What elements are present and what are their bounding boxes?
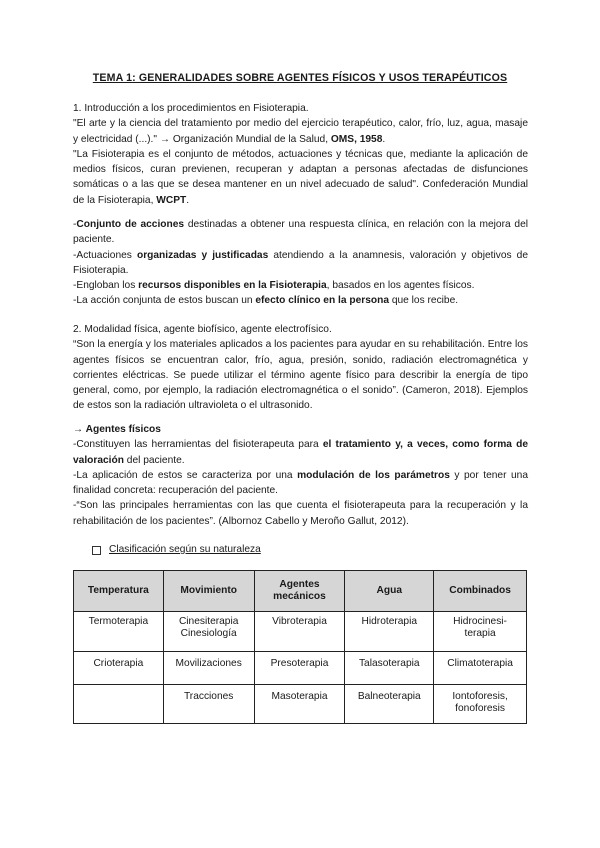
table-cell: Crioterapia — [74, 652, 164, 685]
table-cell: Masoterapia — [254, 685, 345, 724]
table-cell: Hidrocinesi-terapia — [434, 612, 527, 652]
page-title: TEMA 1: GENERALIDADES SOBRE AGENTES FÍSICOS Y USOS TERAPÉUTICOS — [92, 72, 508, 84]
list-item: -Engloban los recursos disponibles en la Fisioterapia, basados en los agentes físicos. — [73, 280, 475, 292]
classification-label: Clasificación según su naturaleza — [109, 544, 261, 555]
header-combinados: Combinados — [434, 571, 527, 612]
header-temperatura: Temperatura — [74, 571, 164, 612]
classification-item — [92, 543, 261, 557]
agentes-heading: → Agentes físicos — [73, 424, 161, 435]
table-cell: Climatoterapia — [434, 652, 527, 685]
header-agentes-mecanicos: Agentes mecánicos — [254, 571, 345, 612]
table-header-row — [74, 571, 527, 612]
section-heading: 1. Introducción a los procedimientos en Fisioterapia. — [73, 103, 309, 114]
table-cell — [74, 685, 164, 724]
list-item: -Constituyen las herramientas del fisioterapeuta para el tratamiento y, a veces, como forma de valoración del paciente. — [73, 439, 528, 466]
section-introduction — [73, 101, 528, 208]
list-item: -Conjunto de acciones destinadas a obtener una respuesta clínica, en relación con la mejora del paciente. — [73, 219, 528, 246]
header-agua: Agua — [345, 571, 434, 612]
table-cell: Talasoterapia — [345, 652, 434, 685]
table-cell: Balneoterapia — [345, 685, 434, 724]
table-cell: Termoterapia — [74, 612, 164, 652]
table-row — [74, 612, 527, 652]
table-cell: Cinesiterapia Cinesiología — [163, 612, 254, 652]
section-agentes-fisicos — [73, 422, 528, 529]
section-modalidad — [73, 322, 528, 414]
table-cell: Movilizaciones — [163, 652, 254, 685]
table-cell: Vibroterapia — [254, 612, 345, 652]
checkbox-icon — [92, 546, 101, 555]
cameron-quote: “Son la energía y los materiales aplicados a los pacientes para ayudar en su rehabilitación. Entre los agentes físicos se encuentran calor, frío, agua, presión, sonido, radiación electromagnética y corrientes eléctricas. Se puede utilizar el término agente físico para describir la energía de tipo general, como, por ejemplo, la radiación electromagnética o el sonido”. (Cameron, 2018). Ejemplos de estos son la radiación ultravioleta o el ultrasonido. — [73, 339, 528, 412]
table-row — [74, 652, 527, 685]
table-cell: Presoterapia — [254, 652, 345, 685]
table-row — [74, 685, 527, 724]
table-cell: Hidroterapia — [345, 612, 434, 652]
list-item: -“Son las principales herramientas con las que cuenta el fisioterapeuta para la recuperación y la rehabilitación de los pacientes”. (Albornoz Cabello y Meroño Gallut, 2012). — [73, 500, 528, 527]
bullet-list — [73, 217, 528, 309]
table-cell: Tracciones — [163, 685, 254, 724]
oms-quote: "El arte y la ciencia del tratamiento por medio del ejercicio terapéutico, calor, frío, luz, agua, masaje y electricidad (...)." → Organización Mundial de la Salud, OMS, 1958. — [73, 118, 528, 145]
wcpt-quote: "La Fisioterapia es el conjunto de métodos, actuaciones y técnicas que, mediante la aplicación de medios físicos, curan previenen, recuperan y adaptan a personas afectadas de disfunciones somáticas o a las que se desea mantener en un nivel adecuado de salud". Confederación Mundial de la Fisioterapia, WCPT. — [73, 148, 528, 206]
list-item: -La aplicación de estos se caracteriza por una modulación de los parámetros y por tener una finalidad concreta: recuperación del paciente. — [73, 469, 528, 497]
classification-table — [73, 570, 527, 724]
section-heading: 2. Modalidad física, agente biofísico, agente electrofísico. — [73, 324, 332, 335]
list-item: -Actuaciones organizadas y justificadas atendiendo a la anamnesis, valoración y objetivos de Fisioterapia. — [73, 249, 528, 276]
table-cell: Iontoforesis, fonoforesis — [434, 685, 527, 724]
list-item: -La acción conjunta de estos buscan un efecto clínico en la persona que los recibe. — [73, 295, 459, 307]
header-movimiento: Movimiento — [163, 571, 254, 612]
